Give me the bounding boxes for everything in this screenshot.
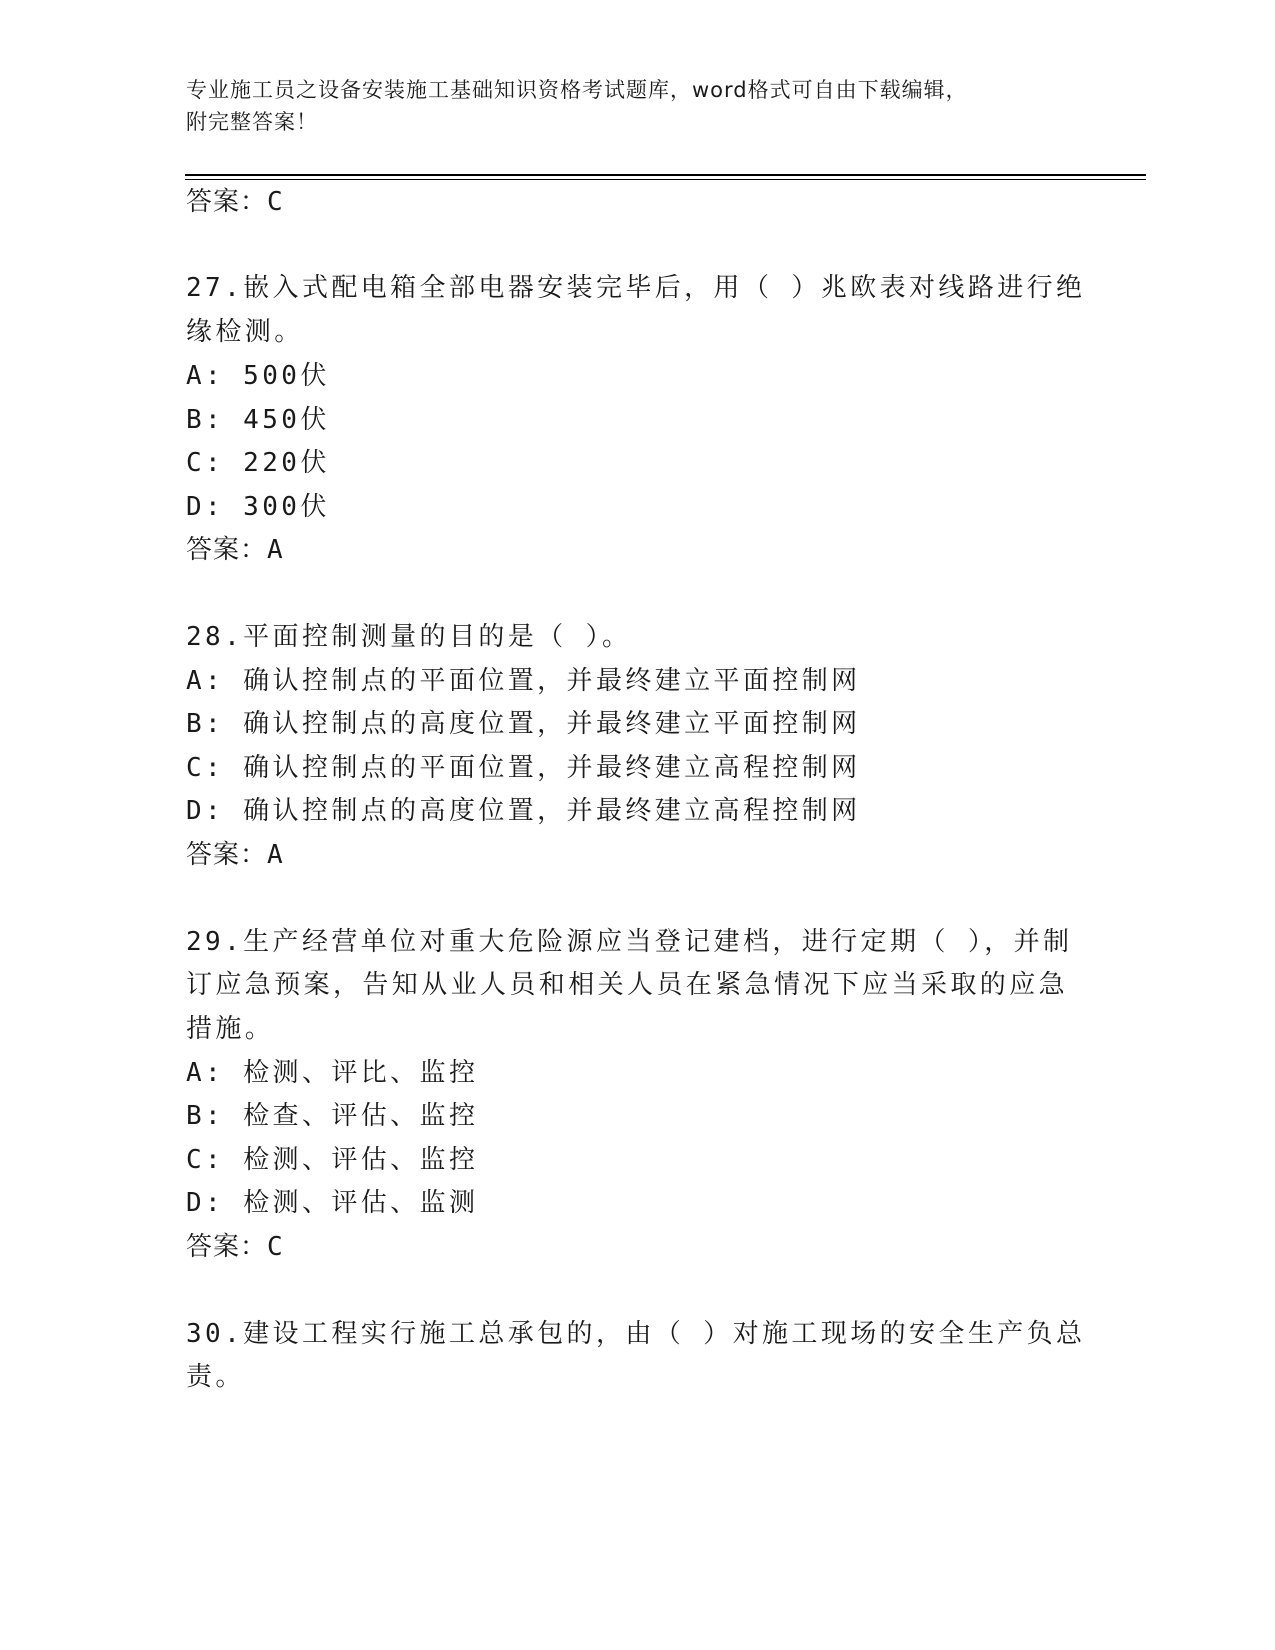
answer-value: C <box>267 187 284 217</box>
question-28-answer <box>186 839 284 871</box>
answer-label: 答案： <box>186 1232 268 1262</box>
question-28-option-c: C: 确认控制点的平面位置，并最终建立高程控制网 <box>186 753 861 783</box>
answer-line-prev <box>186 186 284 218</box>
answer-label: 答案： <box>186 535 268 565</box>
document-header <box>186 74 1066 138</box>
question-29-option-d: D: 检测、评估、监测 <box>186 1188 479 1218</box>
answer-label: 答案： <box>186 840 268 870</box>
question-27-option-b: B: 450伏 <box>186 405 330 435</box>
question-29-option-c: C: 检测、评估、监控 <box>186 1145 479 1175</box>
answer-value: C <box>267 1232 284 1262</box>
header-rule-thin <box>185 179 1146 180</box>
question-29-answer <box>186 1231 284 1263</box>
question-29-option-a: A: 检测、评比、监控 <box>186 1058 479 1088</box>
header-line-2: 附完整答案！ <box>186 110 318 134</box>
question-27-stem-line-1: 27.嵌入式配电箱全部电器安装完毕后，用（ ）兆欧表对线路进行绝 <box>186 273 1086 303</box>
question-29-stem-line-2: 订应急预案，告知从业人员和相关人员在紧急情况下应当采取的应急 <box>186 970 1069 1000</box>
question-27-option-d: D: 300伏 <box>186 492 330 522</box>
answer-label: 答案： <box>186 187 268 217</box>
question-28-stem-line-1: 28.平面控制测量的目的是（ ）。 <box>186 622 632 652</box>
question-27-answer <box>186 534 284 566</box>
question-27-option-c: C: 220伏 <box>186 448 330 478</box>
question-27-stem-line-2: 缘检测。 <box>186 317 304 347</box>
question-27-option-a: A: 500伏 <box>186 361 330 391</box>
question-28-option-a: A: 确认控制点的平面位置，并最终建立平面控制网 <box>186 666 861 696</box>
answer-value: A <box>267 840 284 870</box>
question-29-option-b: B: 检查、评估、监控 <box>186 1101 479 1131</box>
header-rule-thick <box>185 174 1146 176</box>
question-29-stem-line-3: 措施。 <box>186 1014 275 1044</box>
question-29-stem-line-1: 29.生产经营单位对重大危险源应当登记建档，进行定期（ ），并制 <box>186 927 1073 957</box>
question-30-stem-line-1: 30.建设工程实行施工总承包的，由（ ）对施工现场的安全生产负总 <box>186 1319 1086 1349</box>
question-28-option-d: D: 确认控制点的高度位置，并最终建立高程控制网 <box>186 796 861 826</box>
question-30-stem-line-2: 责。 <box>186 1362 245 1392</box>
question-28-option-b: B: 确认控制点的高度位置，并最终建立平面控制网 <box>186 709 861 739</box>
answer-value: A <box>267 535 284 565</box>
header-line-1: 专业施工员之设备安装施工基础知识资格考试题库，word格式可自由下载编辑， <box>186 78 968 102</box>
